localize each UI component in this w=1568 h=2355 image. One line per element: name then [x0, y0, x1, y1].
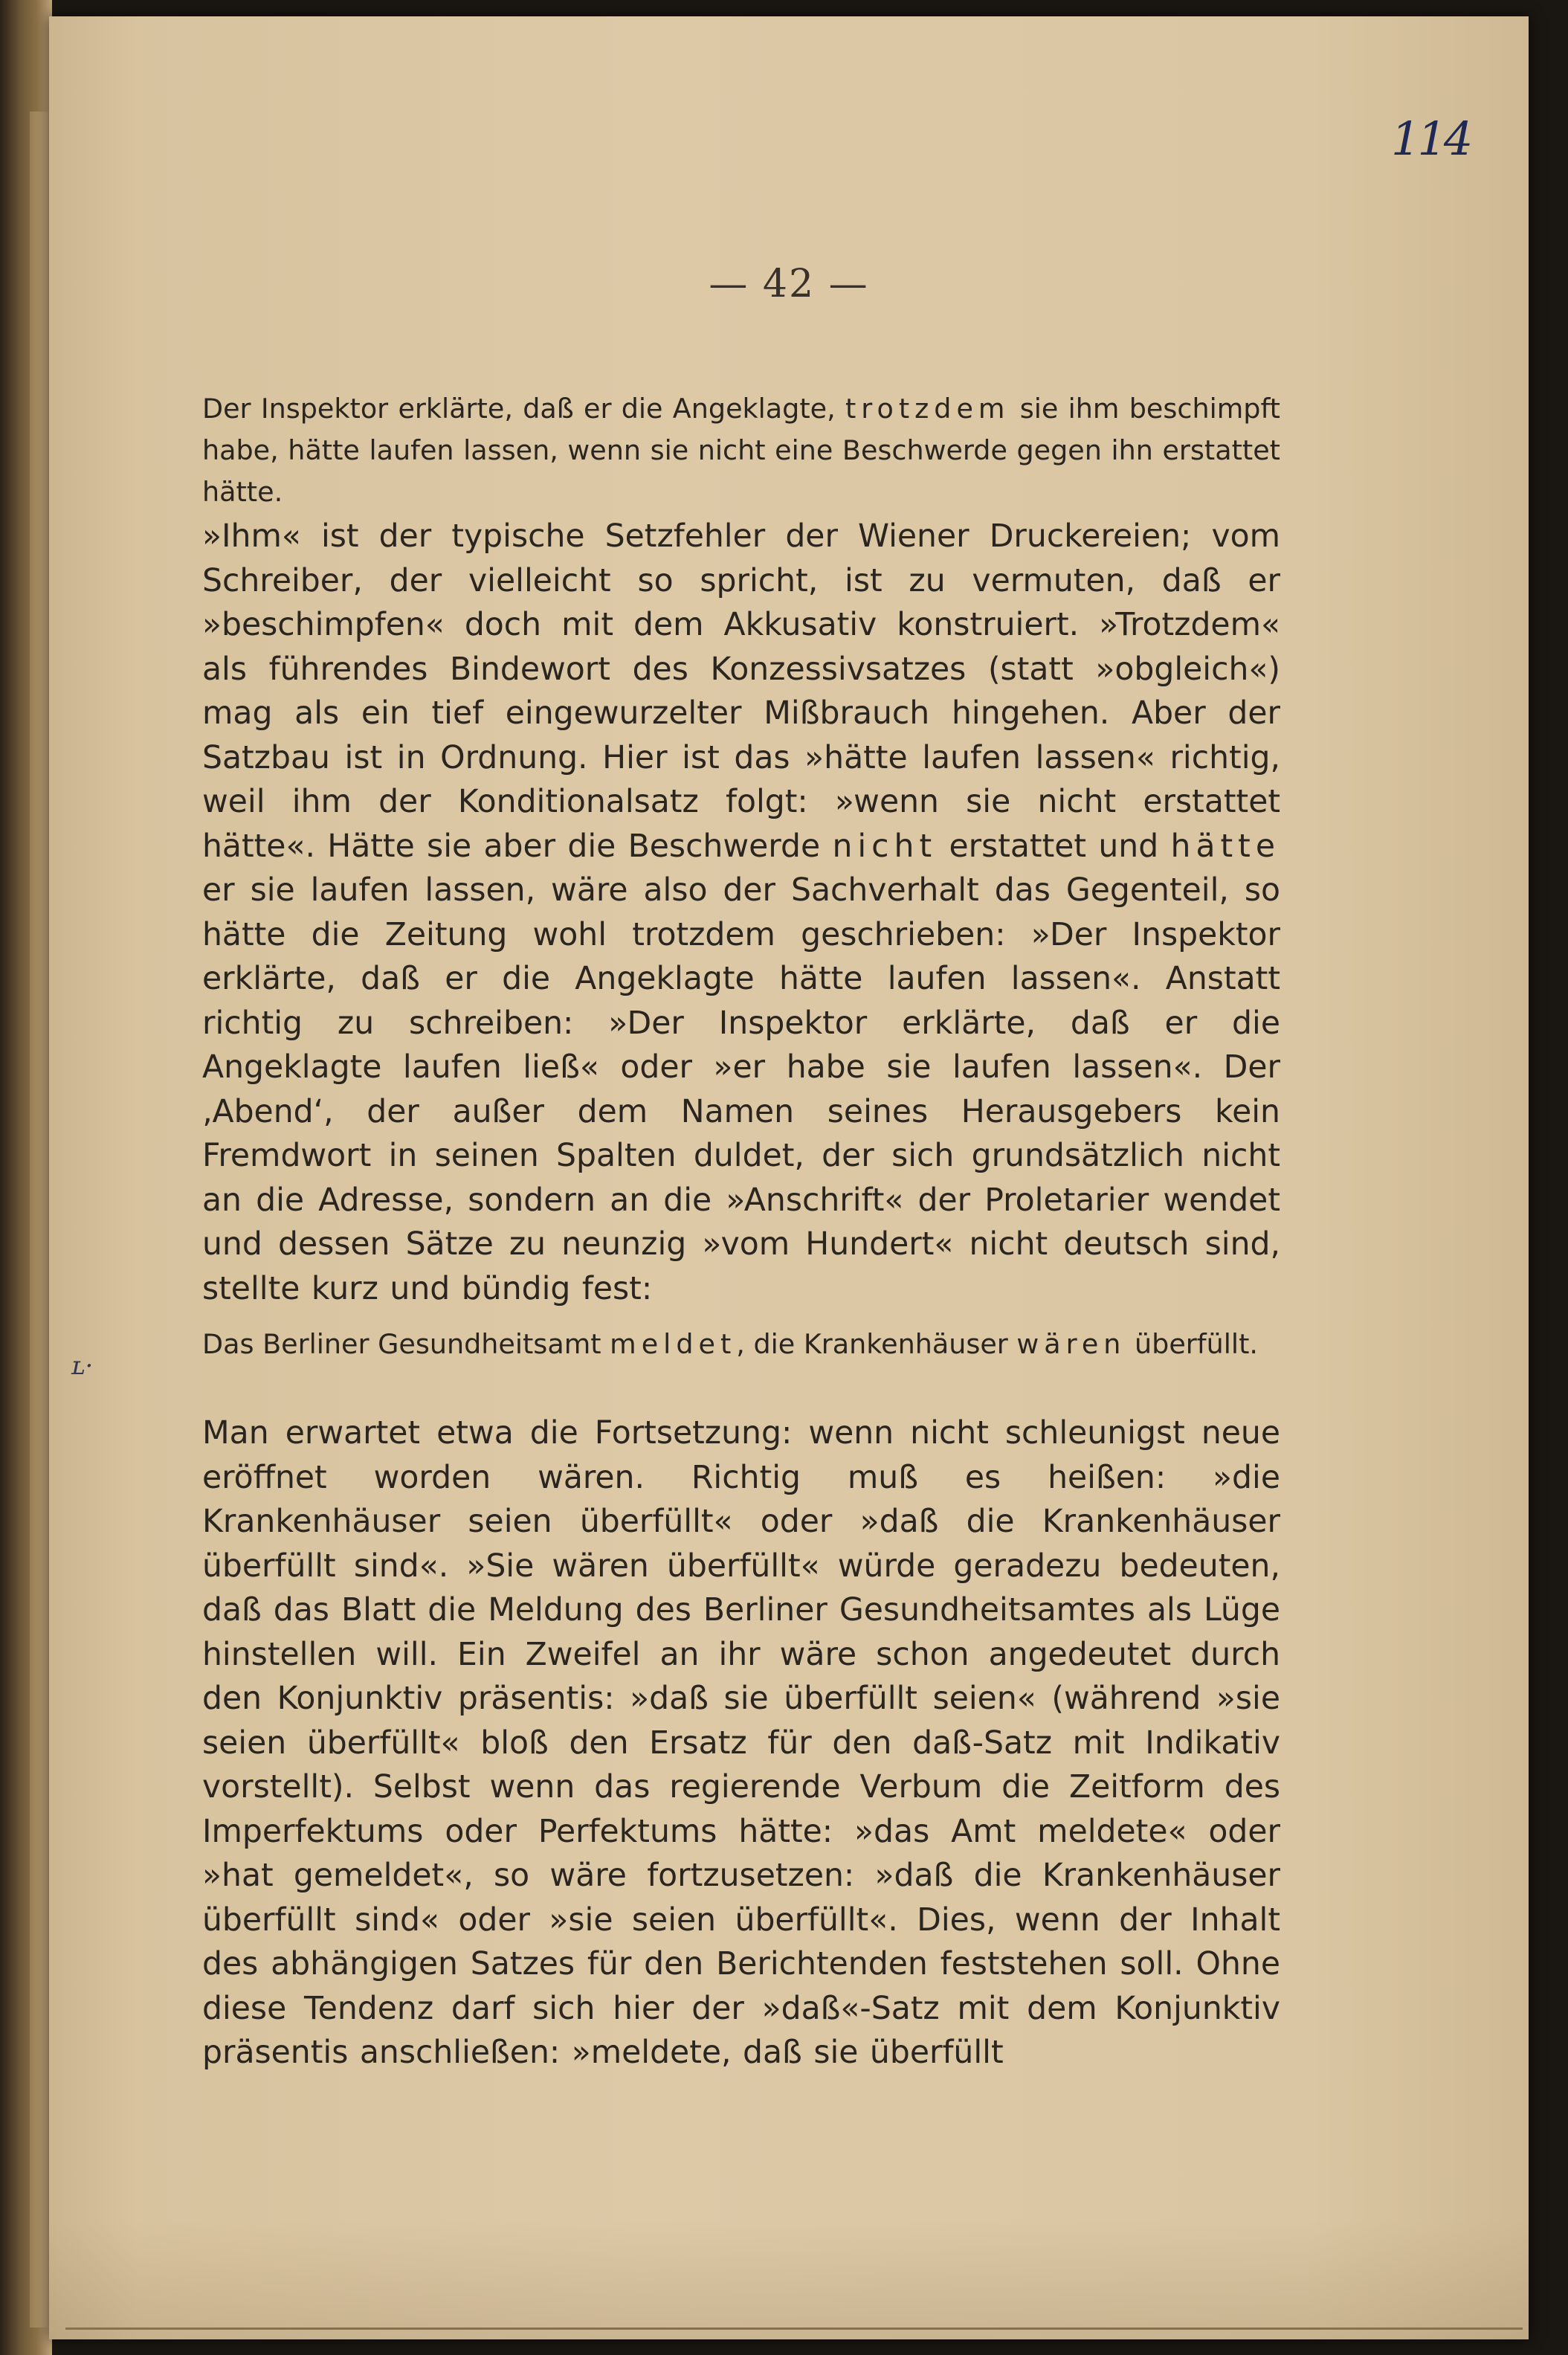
spaced-emphasis: meldet	[610, 1328, 737, 1360]
spaced-emphasis: nicht	[832, 828, 938, 865]
spaced-emphasis: trotzdem	[845, 393, 1010, 425]
quote-text: , die Krankenhäuser	[736, 1328, 1017, 1360]
quote-text: überfüllt.	[1126, 1328, 1258, 1360]
quote-block-gesundheitsamt	[202, 1324, 1280, 1365]
body-paragraph-2: Man erwartet etwa die Fortsetzung: wenn nicht schleunigst neue eröffnet worden wären. Richtig muß es heißen: »die Krankenhäuser seien überfüllt« oder »daß die Krankenhäuser überfüllt sind«. »Sie wären überfüllt« würde geradezu bedeuten, daß das Blatt die Meldung des Berliner Gesundheitsamtes als Lüge hinstellen will. Ein Zweifel an ihr wäre schon angedeutet durch den Konjunktiv präsentis: »daß sie überfüllt seien« (während »sie seien überfüllt« bloß den Ersatz für den daß-Satz mit Indikativ vorstellt). Selbst wenn das regierende Verbum die Zeitform des Imperfektums oder Perfektums hätte: »das Amt meldete« oder »hat gemeldet«, so wäre fortzusetzen: »daß die Krankenhäuser überfüllt sind« oder »sie seien überfüllt«. Dies, wenn der Inhalt des abhängigen Satzes für den Berichtenden feststehen soll. Ohne diese Tendenz darf sich hier der »daß«-Satz mit dem Konjunktiv präsentis anschließen: »meldete, daß sie überfüllt	[202, 1415, 1280, 2071]
body-paragraph-1	[202, 515, 1280, 1311]
bottom-edge-line	[65, 2327, 1523, 2330]
paragraph-text: erstattet und	[937, 828, 1171, 865]
paragraph-text: er sie laufen lassen, wäre also der Sachverhalt das Gegenteil, so hätte die Zeitung wohl trotzdem geschrieben: »Der Inspektor erklärte, daß er die Angeklagte hätte laufen lassen«. Anstatt richtig zu schreiben: »Der Inspektor erklärte, daß er die Angeklagte laufen ließ« oder »er habe sie laufen lassen«. Der ‚Abend‘, der außer dem Namen seines Herausgebers kein Fremdwort in seinen Spalten duldet, der sich grundsätzlich nicht an die Adresse, sondern an die »Anschrift« der Proletarier wendet und dessen Sätze zu neunzig »vom Hundert« nicht deutsch sind, stellte kurz und bündig fest:	[202, 872, 1280, 1307]
page-number: — 42 —	[709, 262, 869, 306]
book-page	[49, 16, 1529, 2339]
spaced-emphasis: hätte	[1170, 828, 1280, 865]
quote-block-inspector	[202, 388, 1280, 513]
paragraph-text: »Ihm« ist der typische Setzfehler der Wiener Druckereien; vom Schreiber, der vielleicht so spricht, ist zu vermuten, daß er »beschimpfen« doch mit dem Akkusativ konstruiert. »Trotzdem« als führendes Bindewort des Konzessivsatzes (statt »obgleich«) mag als ein tief eingewurzelter Mißbrauch hingehen. Aber der Satzbau ist in Ordnung. Hier ist das »hätte laufen lassen« richtig, weil ihm der Konditionalsatz folgt: »wenn sie nicht erstattet hätte«. Hätte sie aber die Beschwerde	[202, 518, 1280, 865]
archive-number: 114	[1391, 112, 1471, 166]
quote-text: Der Inspektor erklärte, daß er die Angeklagte,	[202, 393, 845, 425]
quote-text: sie ihm beschimpft habe, hätte laufen lassen, wenn sie nicht eine Beschwerde gegen ihn erstattet hätte.	[202, 393, 1280, 508]
quote-text: Das Berliner Gesundheitsamt	[202, 1328, 610, 1360]
handwritten-margin-mark: ʟ·	[71, 1351, 94, 1381]
spaced-emphasis: wären	[1016, 1328, 1126, 1360]
